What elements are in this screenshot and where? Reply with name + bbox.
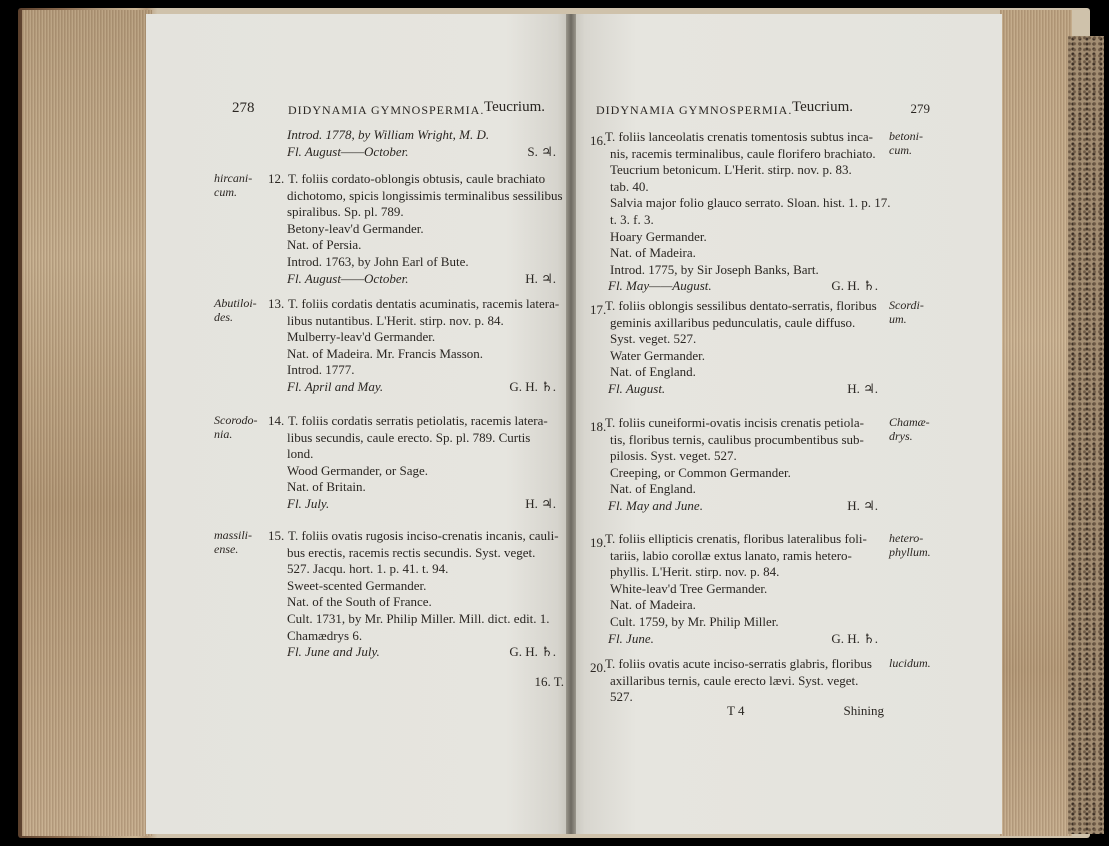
flowering-line: Fl. July. <box>287 496 330 511</box>
catchword: 16. T. <box>534 674 564 689</box>
trivial-name: Abutiloi- <box>214 296 257 310</box>
flowering-line: Fl. June and July. <box>287 644 380 660</box>
entry-number: 12. <box>268 171 285 186</box>
trivial-name: cum. <box>214 185 237 199</box>
entry-line: Nat. of the South of France. <box>287 594 432 610</box>
entry-line: lond. <box>287 446 314 462</box>
entry-line: tis, floribus ternis, caulibus procumbentibus sub- <box>610 431 864 447</box>
entry-line: Nat. of England. <box>610 481 696 497</box>
entry-line: 527. <box>610 689 633 705</box>
catchword: Shining <box>843 703 884 718</box>
trivial-name: Scorodo- <box>214 413 258 427</box>
trivial-name: cum. <box>889 143 912 157</box>
entry-line: T. foliis ovatis rugosis inciso-crenatis incanis, cauli- <box>288 528 559 543</box>
entry-line: Introd. 1763, by John Earl of Bute. <box>287 254 469 269</box>
signature-mark: T 4 <box>727 703 745 718</box>
page-number: 278 <box>232 100 255 116</box>
trivial-name: lucidum. <box>889 656 931 670</box>
habitat-symbol: G. H. ♄. <box>509 644 556 660</box>
entry-line: T. foliis cuneiformi-ovatis incisis crenatis petiola- <box>605 415 864 430</box>
habitat-symbol: H. ♃. <box>847 381 878 396</box>
entry-line: Introd. 1775, by Sir Joseph Banks, Bart. <box>610 261 819 277</box>
entry-line: tariis, labio corollæ extus lanato, ramis hetero- <box>610 547 852 563</box>
entry-line: Nat. of Madeira. <box>610 245 696 261</box>
entry-line: Hoary Germander. <box>610 228 707 244</box>
entry-line: Wood Germander, or Sage. <box>287 462 429 478</box>
entry-line: axillaribus ternis, caule erecto lævi. Syst. veget. <box>610 672 859 688</box>
flowering-line: Fl. June. <box>608 630 654 646</box>
entry-line: Nat. of England. <box>610 364 696 380</box>
entry-line: T. foliis cordatis serratis petiolatis, racemis latera- <box>288 413 548 428</box>
entry-line: White-leav'd Tree Germander. <box>610 580 768 596</box>
entry-line: T. foliis cordato-oblongis obtusis, caule brachiato <box>288 171 546 186</box>
entry-line: Introd. 1778, by William Wright, M. D. <box>287 127 490 142</box>
habitat-symbol: H. ♃. <box>525 270 556 286</box>
trivial-name: phyllum. <box>889 545 931 559</box>
flowering-line: Fl. April and May. <box>287 379 384 394</box>
entry-line: Nat. of Persia. <box>287 237 362 253</box>
trivial-name: massili- <box>214 528 253 542</box>
page-edges-left <box>22 10 152 836</box>
entry-line: pilosis. Syst. veget. 527. <box>610 448 737 464</box>
entry-line: geminis axillaribus pedunculatis, caule diffuso. <box>610 314 856 330</box>
trivial-name: um. <box>889 312 907 326</box>
entry-number: 17. <box>590 302 607 317</box>
entry-line: Nat. of Britain. <box>287 479 366 495</box>
entry-number: 14. <box>268 413 285 428</box>
marbled-cover <box>1068 36 1104 834</box>
gutter <box>566 14 576 834</box>
entry-line: T. foliis lanceolatis crenatis tomentosis subtus inca- <box>605 129 874 144</box>
entry-line: Salvia major folio glauco serrato. Sloan. hist. 1. p. 17. <box>610 195 891 211</box>
trivial-name: des. <box>214 310 233 324</box>
habitat-symbol: H. ♃. <box>847 498 878 513</box>
entry-line: Syst. veget. 527. <box>610 331 697 347</box>
genus-heading: Teucrium. <box>792 99 854 115</box>
entry-number: 20. <box>590 660 607 675</box>
habitat-symbol: S. ♃. <box>527 143 556 159</box>
trivial-name: drys. <box>889 429 913 443</box>
trivial-name: hetero- <box>889 531 924 545</box>
entry-line: libus nutantibus. L'Herit. stirp. nov. p. 84. <box>287 312 504 328</box>
entry-line: Cult. 1759, by Mr. Philip Miller. <box>610 614 779 629</box>
entry-line: nis, racemis terminalibus, caule florifero brachiato. <box>610 145 876 161</box>
flowering-line: Fl. May——August. <box>608 278 712 294</box>
entry-line: Sweet-scented Germander. <box>287 577 427 593</box>
entry-line: T. foliis cordatis dentatis acuminatis, racemis latera- <box>288 296 560 311</box>
entry-line: Mulberry-leav'd Germander. <box>287 329 436 345</box>
running-head: DIDYNAMIA GYMNOSPERMIA. <box>596 103 793 117</box>
flowering-line: Fl. May and June. <box>608 498 703 513</box>
page-edges-right <box>1000 10 1072 836</box>
entry-line: Cult. 1731, by Mr. Philip Miller. Mill. dict. edit. 1. <box>287 611 550 626</box>
entry-number: 19. <box>590 535 607 550</box>
entry-line: Water Germander. <box>610 347 705 363</box>
trivial-name: Scordi- <box>889 298 924 312</box>
entry-line: phyllis. L'Herit. stirp. nov. p. 84. <box>610 564 780 580</box>
entry-line: 527. Jacqu. hort. 1. p. 41. t. 94. <box>287 561 449 577</box>
entry-number: 13. <box>268 296 285 311</box>
entry-line: Teucrium betonicum. L'Herit. stirp. nov. p. 83. <box>610 162 852 178</box>
genus-heading: Teucrium. <box>484 99 546 115</box>
entry-line: spiralibus. Sp. pl. 789. <box>287 204 404 220</box>
entry-line: tab. 40. <box>610 178 649 194</box>
entry-line: Chamædrys 6. <box>287 627 363 643</box>
flowering-line: Fl. August——October. <box>287 270 409 286</box>
trivial-name: nia. <box>214 427 233 441</box>
trivial-name: betoni- <box>889 129 923 143</box>
entry-line: T. foliis ovatis acute inciso-serratis glabris, floribus <box>605 656 872 671</box>
running-head: DIDYNAMIA GYMNOSPERMIA. <box>288 103 485 117</box>
habitat-symbol: G. H. ♄. <box>509 379 556 394</box>
entry-line: Creeping, or Common Germander. <box>610 464 791 480</box>
entry-line: libus secundis, caule erecto. Sp. pl. 789. Curtis <box>287 429 531 445</box>
entry-number: 16. <box>590 133 607 148</box>
trivial-name: ense. <box>214 542 239 556</box>
entry-line: dichotomo, spicis longissimis terminalibus sessilibus <box>287 187 563 203</box>
habitat-symbol: H. ♃. <box>525 496 556 511</box>
entry-line: bus erectis, racemis rectis secundis. Syst. veget. <box>287 544 536 560</box>
trivial-name: Chamæ- <box>889 415 930 429</box>
entry-line: Nat. of Madeira. <box>610 597 696 613</box>
page-number: 279 <box>910 101 930 116</box>
entry-line: Betony-leav'd Germander. <box>287 220 424 236</box>
entry-line: T. foliis oblongis sessilibus dentato-serratis, floribus <box>605 298 877 313</box>
entry-line: Introd. 1777. <box>287 362 355 378</box>
entry-line: Fl. August——October. <box>287 143 409 159</box>
habitat-symbol: G. H. ♄. <box>831 630 878 646</box>
entry-number: 18. <box>590 419 607 434</box>
entry-line: Nat. of Madeira. Mr. Francis Masson. <box>287 345 484 361</box>
entry-number: 15. <box>268 528 285 543</box>
entry-line: T. foliis ellipticis crenatis, floribus lateralibus foli- <box>605 531 867 546</box>
flowering-line: Fl. August. <box>608 381 666 396</box>
habitat-symbol: G. H. ♄. <box>831 278 878 294</box>
entry-line: t. 3. f. 3. <box>610 212 654 227</box>
trivial-name: hircani- <box>214 171 253 185</box>
